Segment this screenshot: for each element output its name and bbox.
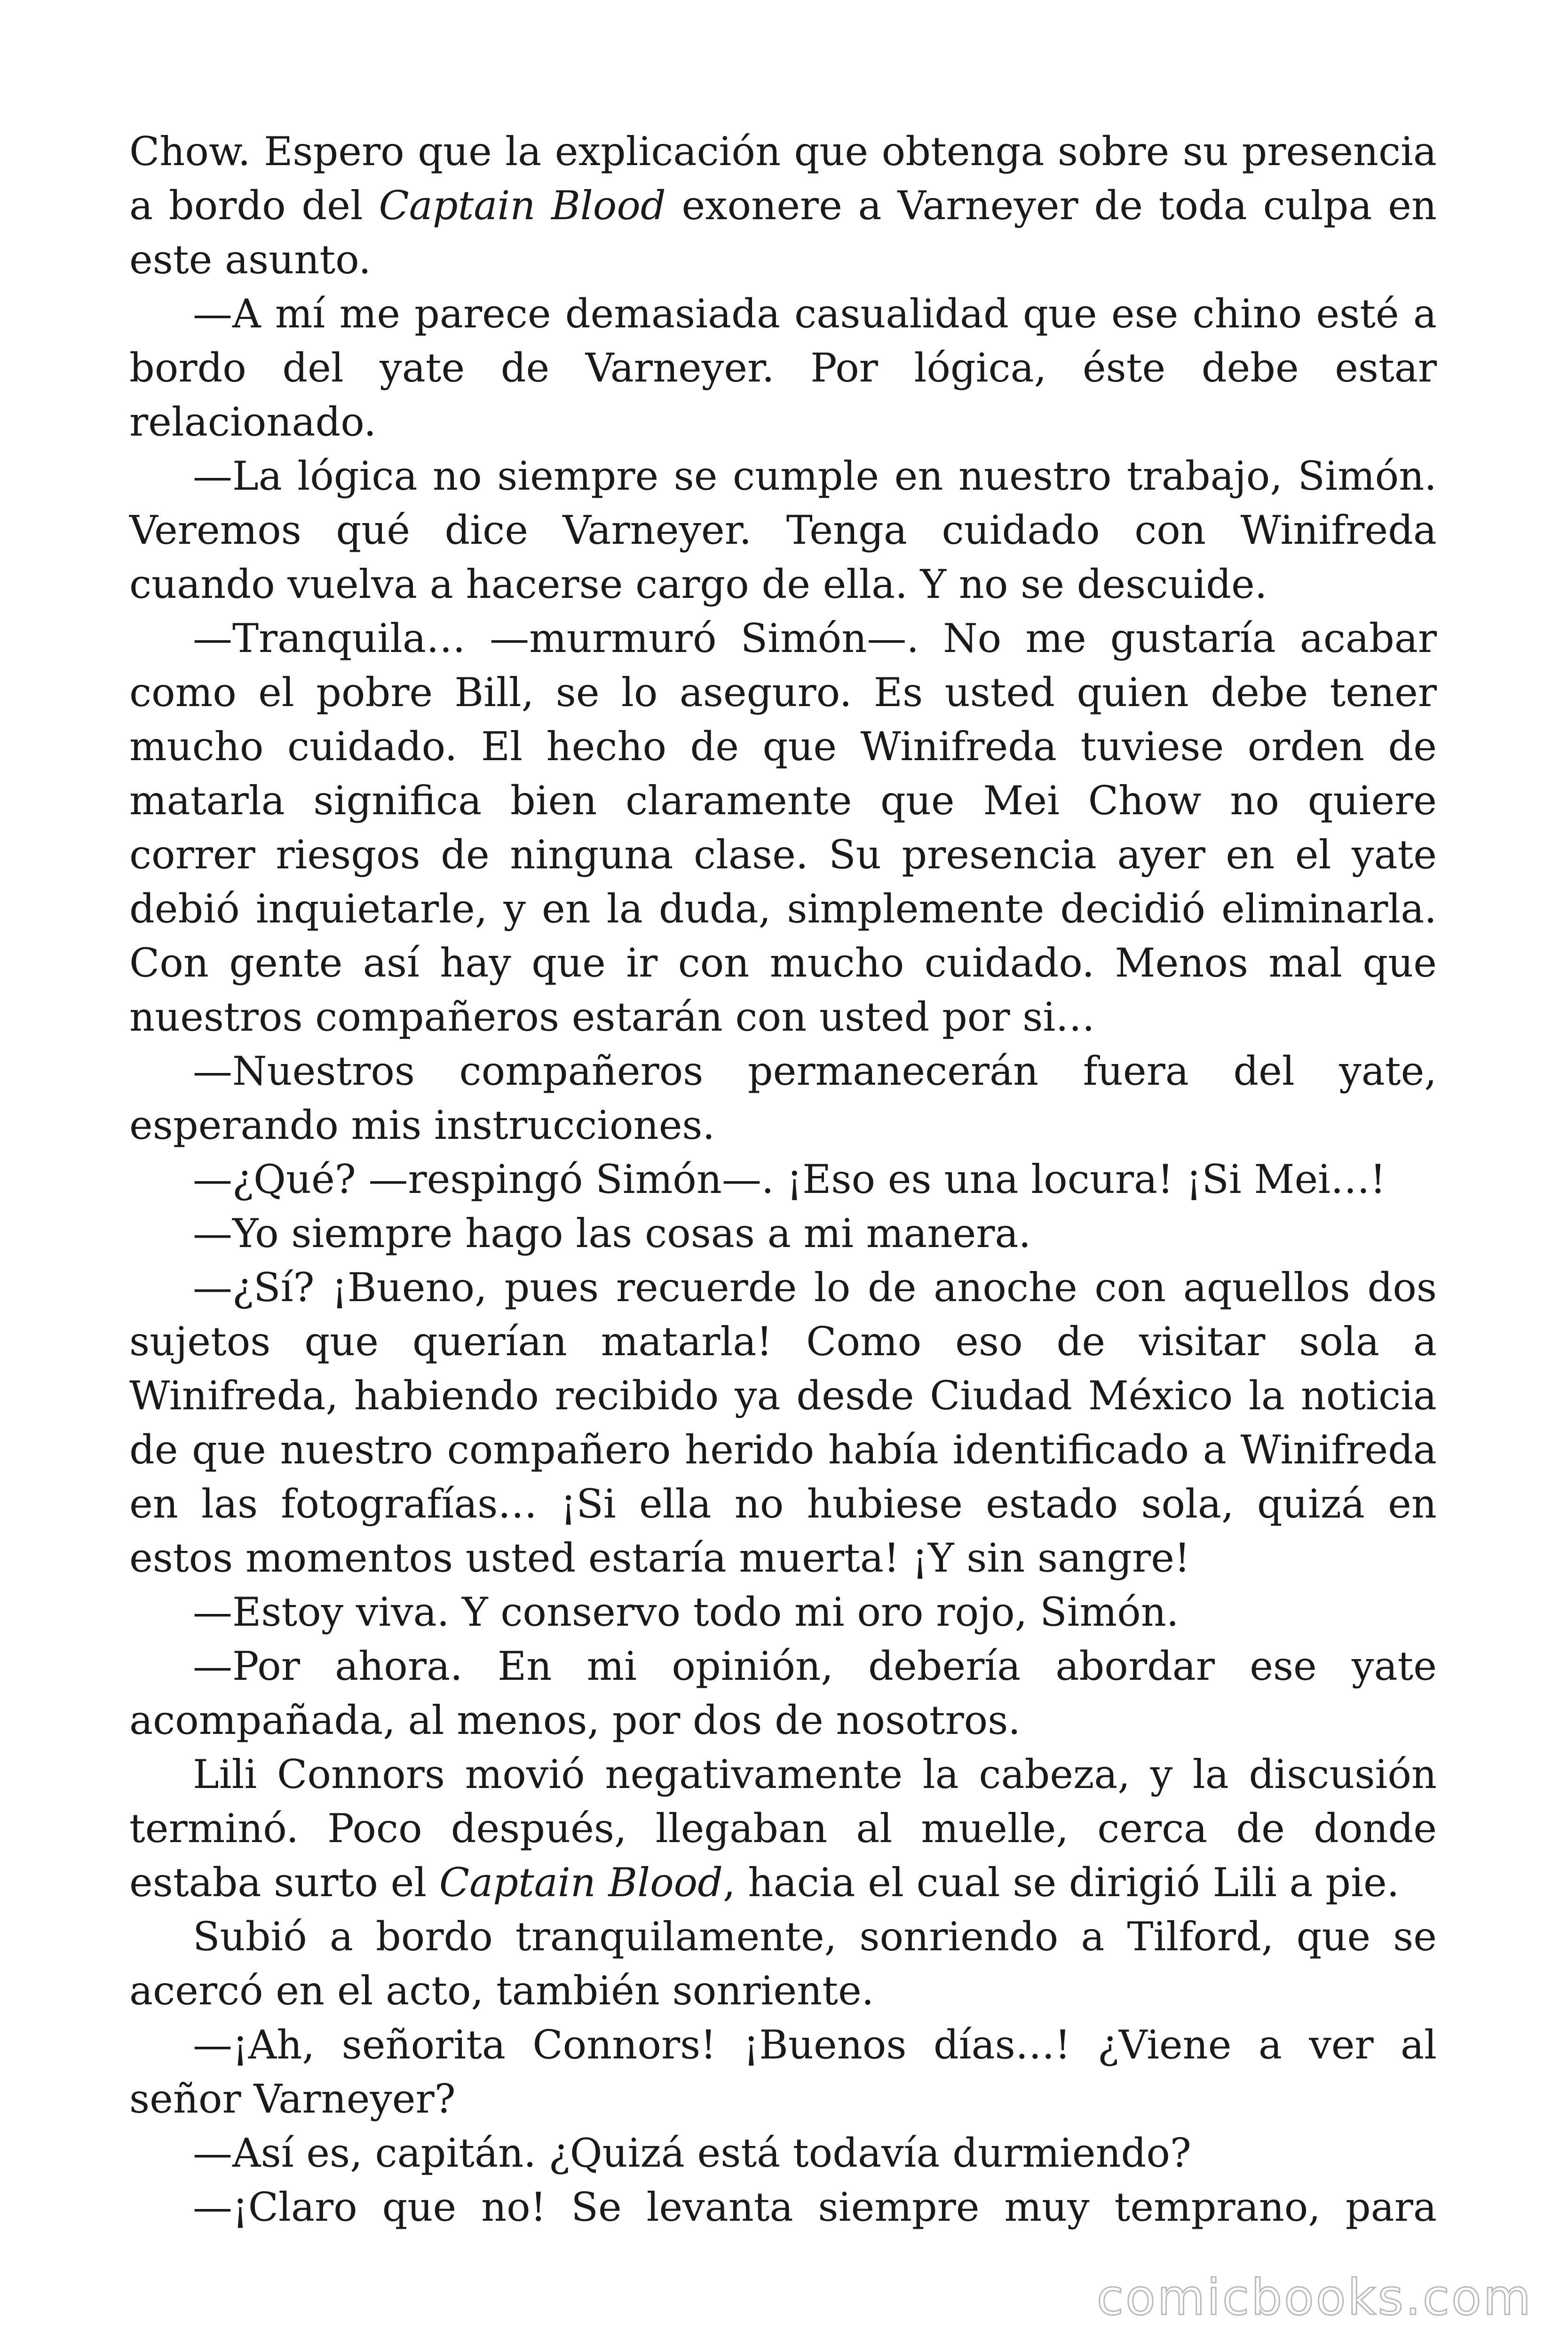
dialogue-paragraph: —Yo siempre hago las cosas a mi manera. <box>193 1210 1031 1256</box>
dialogue-paragraph: —¡Ah, señorita Connors! ¡Buenos días…! ¿Viene a ver al señor Varneyer? <box>129 2022 1437 2122</box>
text-segment: Lili Connors movió negativamente la cabeza, y la discusión terminó. Poco después, llegaban al muelle, cerca de donde estaba surto el <box>129 1751 1437 1906</box>
narrative-paragraph <box>129 1748 1437 1910</box>
dialogue-paragraph: —¿Qué? —respingó Simón—. ¡Eso es una locura! ¡Si Mei…! <box>193 1156 1386 1202</box>
ship-name-italic: Captain Blood <box>439 1859 723 1906</box>
watermark-logo: comicbooks.com <box>1096 2269 1533 2326</box>
book-page <box>129 125 1437 2265</box>
dialogue-paragraph: —Así es, capitán. ¿Quizá está todavía durmiendo? <box>193 2130 1191 2176</box>
dialogue-paragraph: —Por ahora. En mi opinión, debería abordar ese yate acompañada, al menos, por dos de nosotros. <box>129 1643 1437 1743</box>
dialogue-paragraph: —Nuestros compañeros permanecerán fuera del yate, esperando mis instrucciones. <box>129 1048 1437 1148</box>
dialogue-paragraph: —Tranquila… —murmuró Simón—. No me gustaría acabar como el pobre Bill, se lo aseguro. Es usted quien debe tener mucho cuidado. El hecho de que Winifreda tuviese orden de matarla significa bien claramente que Mei Chow no quiere correr riesgos de ninguna clase. Su presencia ayer en el yate debió inquietarle, y en la duda, simplemente decidió eliminarla. Con gente así hay que ir con mucho cuidado. Menos mal que nuestros compañeros estarán con usted por si… <box>129 615 1437 1040</box>
ship-name-italic: Captain Blood <box>379 183 666 229</box>
text-segment: , hacia el cual se dirigió Lili a pie. <box>723 1859 1400 1906</box>
dialogue-paragraph: —Estoy viva. Y conservo todo mi oro rojo, Simón. <box>193 1589 1179 1635</box>
dialogue-paragraph: —¿Sí? ¡Bueno, pues recuerde lo de anoche con aquellos dos sujetos que querían matarla! Como eso de visitar sola a Winifreda, habiendo recibido ya desde Ciudad México la noticia de que nuestro compañero herido había identificado a Winifreda en las fotografías… ¡Si ella no hubiese estado sola, quizá en estos momentos usted estaría muerta! ¡Y sin sangre! <box>129 1264 1437 1581</box>
dialogue-paragraph: —A mí me parece demasiada casualidad que ese chino esté a bordo del yate de Varneyer. Por lógica, éste debe estar relacionado. <box>129 291 1437 445</box>
narrative-paragraph: Subió a bordo tranquilamente, sonriendo a Tilford, que se acercó en el acto, también sonriente. <box>129 1914 1437 2014</box>
text-segment: exonere a Varneyer de toda culpa en este asunto. <box>129 183 1437 283</box>
text-segment: Chow. Espero que la explicación que obtenga sobre su presencia a bordo del <box>129 128 1437 229</box>
paragraph-continuation <box>129 125 1437 287</box>
dialogue-paragraph: —¡Claro que no! Se levanta siempre muy temprano, para <box>193 2184 1437 2230</box>
dialogue-paragraph: —La lógica no siempre se cumple en nuestro trabajo, Simón. Veremos qué dice Varneyer. Tenga cuidado con Winifreda cuando vuelva a hacerse cargo de ella. Y no se descuide. <box>129 453 1437 607</box>
